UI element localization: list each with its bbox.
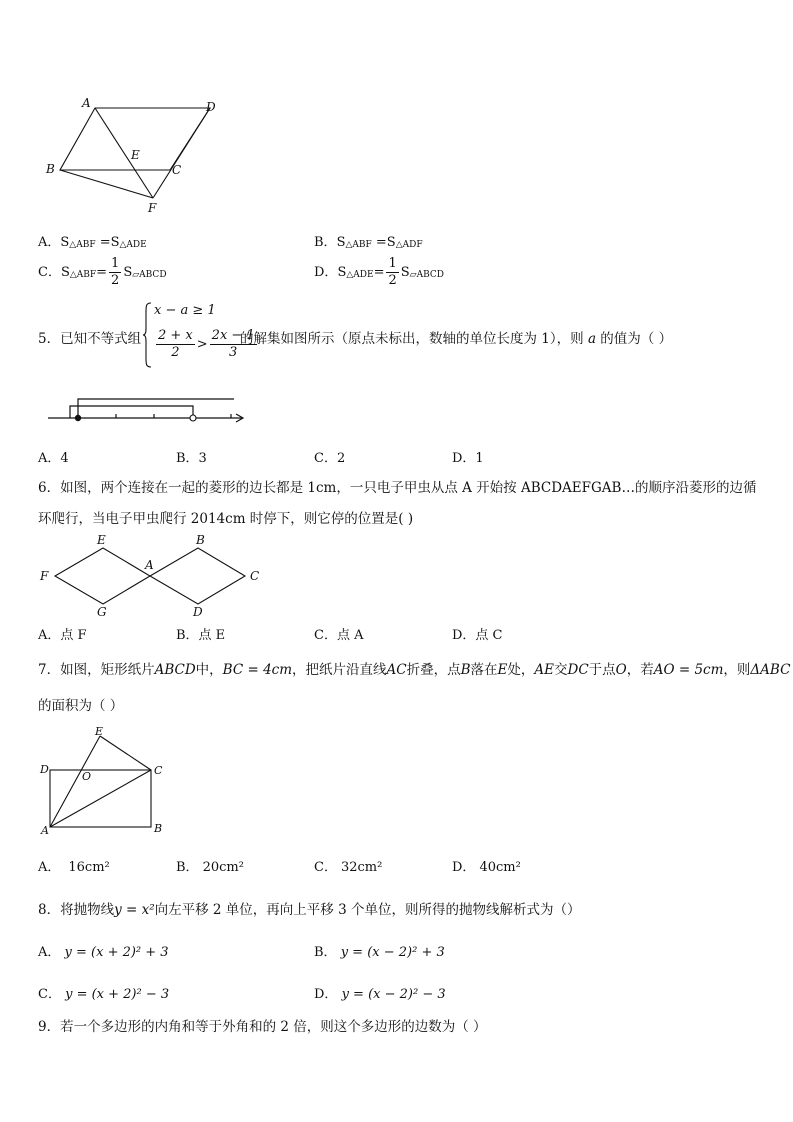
q8-stem: 8．将抛物线y = x²向左平移 2 单位，再向上平移 3 个单位，则所得的抛物线解析式为（）: [38, 902, 581, 918]
q6-stem-line2: 环爬行，当电子甲虫爬行 2014cm 时停下，则它停的位置是( ): [38, 511, 414, 527]
q4-option-c[interactable]: C．S△ABF= $\frac{1}{2}$ S▱ABCD: [38, 256, 167, 288]
rhombus-figure: [38, 532, 263, 620]
q6-option-d[interactable]: D．点 C: [452, 628, 503, 643]
segment-df: [153, 108, 210, 198]
label-e: E: [97, 533, 106, 547]
q5-option-d[interactable]: D．1: [452, 451, 484, 466]
q9-stem: 9．若一个多边形的内角和等于外角和的 2 倍，则这个多边形的边数为（ ）: [38, 1019, 487, 1035]
q7-option-b[interactable]: B． 20cm²: [176, 860, 244, 875]
q8-option-a[interactable]: A． y = (x + 2)² + 3: [38, 945, 169, 960]
label-a: A: [41, 824, 49, 837]
q8-option-b[interactable]: B． y = (x − 2)² + 3: [314, 945, 445, 960]
label-g: G: [97, 605, 107, 619]
q4-option-d[interactable]: D．S△ADE= $\frac{1}{2}$ S▱ABCD: [314, 256, 444, 288]
q7-option-c[interactable]: C． 32cm²: [314, 860, 383, 875]
segment-ec: [100, 736, 151, 770]
q4-option-b[interactable]: B．S△ABF =S△ADF: [314, 235, 423, 250]
label-a: A: [82, 96, 91, 110]
segment-bf: [60, 170, 153, 198]
segment-af: [95, 108, 153, 198]
label-o: O: [82, 770, 92, 783]
label-f: F: [40, 569, 49, 583]
label-d: D: [40, 763, 49, 776]
q7-stem-line1: 7．如图，矩形纸片ABCD中，BC = 4cm，把纸片沿直线AC折叠，点B落在E处，AE交DC于点O，若AO = 5cm，则ΔABC: [38, 662, 791, 678]
q8-option-d[interactable]: D． y = (x − 2)² − 3: [314, 987, 446, 1002]
label-f: F: [148, 201, 157, 215]
label-e: E: [95, 726, 104, 738]
label-c: C: [154, 764, 163, 777]
label-b: B: [46, 162, 55, 176]
q5-option-c[interactable]: C．2: [314, 451, 346, 466]
solution-bracket-left: [70, 406, 193, 418]
label-a: A: [145, 558, 154, 572]
q4-option-a[interactable]: A．S△ABF =S△ADE: [38, 235, 147, 250]
q7-option-d[interactable]: D． 40cm²: [452, 860, 521, 875]
q6-option-a[interactable]: A．点 F: [38, 628, 87, 643]
fraction-half: $\frac{1}{2}$: [388, 256, 397, 288]
label-e: E: [131, 148, 140, 162]
parallelogram-figure: [40, 95, 230, 220]
q5-stem-suffix: 的解集如图所示（原点未标出，数轴的单位长度为 1），则 a 的值为（ ）: [240, 331, 673, 347]
solution-bracket-right: [78, 399, 234, 418]
q5-option-b[interactable]: B．3: [176, 451, 207, 466]
q8-option-c[interactable]: C． y = (x + 2)² − 3: [38, 987, 170, 1002]
q7-stem-line2: 的面积为（ ）: [38, 698, 124, 714]
q7-option-a[interactable]: A． 16cm²: [38, 860, 110, 875]
number-line-figure: [48, 393, 248, 427]
q5-inequality-system: [142, 300, 255, 372]
q6-stem-line1: 6．如图，两个连接在一起的菱形的边长都是 1cm，一只电子甲虫从点 A 开始按 ABCDAEFGAB…的顺序沿菱形的边循: [38, 480, 757, 496]
label-b: B: [154, 822, 163, 835]
label-d: D: [206, 100, 216, 114]
fraction-half: $\frac{1}{2}$: [111, 256, 120, 288]
solid-dot: [75, 415, 81, 421]
brace-icon: [142, 302, 152, 368]
q5-ineq-1: x − a ≥ 1: [154, 303, 216, 318]
q5-stem-prefix: 5．已知不等式组: [38, 331, 142, 347]
rhombus-left: [55, 548, 150, 604]
q6-option-c[interactable]: C．点 A: [314, 628, 364, 643]
hollow-dot: [190, 415, 196, 421]
label-d: D: [193, 605, 203, 619]
q6-option-b[interactable]: B．点 E: [176, 628, 226, 643]
q5-option-a[interactable]: A．4: [38, 451, 69, 466]
rectangle-fold-figure: [36, 726, 166, 838]
rhombus-right: [150, 548, 245, 604]
q5-ineq-2: $\frac{2 + x}{2}$ > $\frac{2x - 1}{3}$: [158, 328, 255, 360]
label-c: C: [250, 569, 260, 583]
label-b: B: [196, 533, 205, 547]
label-c: C: [172, 163, 182, 177]
